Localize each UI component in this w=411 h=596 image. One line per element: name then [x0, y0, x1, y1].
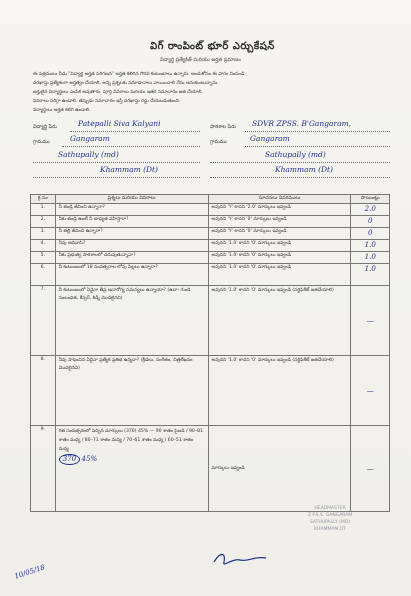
table-row [31, 426, 390, 512]
stamp-line: SATHUPALLY (MD) [309, 520, 351, 525]
intro-line: ఈ పత్రములు నీడు "విద్యార్థి అర్హత పరిగణన" అర్హత కలిగిన గౌరవ కుటుంబాలు ఉన్నారు. అందుకోసం ఈ ఫారం నింపండి. [33, 72, 246, 77]
table-row [31, 216, 390, 228]
village-label: గ్రామము [33, 139, 50, 145]
mandal2-value: Sathupally (md) [265, 150, 326, 159]
row-score: — [351, 426, 390, 512]
row-hint: అవునని '1.0' కాదని '0' మార్కులు ఇవ్వండి (సర్టిఫికేట్ జతచేయాలి) [208, 356, 351, 426]
school-name-value: SDVR ZPSS. B'Gangaram, [252, 119, 352, 128]
row-hint: అవునని '1.0' కాదని '0' మార్కులు ఇవ్వండి [208, 252, 351, 264]
assessment-table [30, 194, 390, 512]
marks-total: 370 [59, 454, 80, 465]
page-subtitle: విద్యార్థి ప్రత్యేకిత్ మరియు అర్హత ప్రమాణం [160, 57, 241, 63]
col-header: పాయింట్లు [351, 195, 390, 204]
row-number: 3. [31, 228, 56, 240]
row-score: 0 [351, 228, 390, 240]
row-question [55, 426, 208, 512]
stamp-line: KHAMMAM DT [314, 527, 346, 532]
marks-percent: 45% [81, 455, 98, 463]
col-header: క్ర.సం [31, 195, 56, 204]
row-question: నీకు తండ్రి ఉంటే నీ బాధ్యత వహిస్తారా? [55, 216, 208, 228]
col-header: సూచనలు వివరములు [208, 195, 351, 204]
row-hint: అవునని '1.0' కాదని '0' మార్కులు ఇవ్వండి [208, 240, 351, 252]
page-title: విగ్ రాంపింట్ భూర్ ఎర్చుకేషన్ [150, 41, 275, 52]
table-row [31, 228, 390, 240]
row-number: 6. [31, 264, 56, 286]
table-row [31, 286, 390, 356]
intro-line: దరఖాస్తు ప్రత్యేకంగా అర్హత్వం చేయాలి, అన్ని ప్రశ్నలకు సమాధానాలు వాయించాలి నేను అనుకుంటున్నాను. [33, 81, 219, 86]
row-score: — [351, 286, 390, 356]
table-row [31, 240, 390, 252]
row-hint: అవునని 'Y' కాదని '0' మార్కులు ఇవ్వండి [208, 228, 351, 240]
village-value: Gangaram [70, 134, 110, 143]
row-question: నీవు సాధించిన ఏదైనా ప్రత్యేక ప్రతిభ ఉన్నదా? (క్రీడలు, సంగీతం, చిత్రలేఖనం మొదలైనవి) [55, 356, 208, 426]
row-number: 7. [31, 286, 56, 356]
intro-line: అర్హులైన విద్యార్థులు ఎంపిక అవుతారు. పూర్తి వివరాలు మరియు ఇతర సమాచారం జత చేయాలి. [33, 90, 203, 95]
row-number: 5. [31, 252, 56, 264]
row-question: నీ తండ్రి జీవించి ఉన్నారా? [55, 204, 208, 216]
signed-date: 10/05/18 [13, 563, 46, 581]
row-number: 8. [31, 356, 56, 426]
row-score: — [351, 356, 390, 426]
mandal-value: Sathupally (md) [58, 150, 119, 159]
village2-label: గ్రామము [210, 139, 227, 145]
row-question: నీ తల్లి జీవించి ఉన్నారా? [55, 228, 208, 240]
row-hint: అవునని '1.0' కాదని '0' మార్కులు ఇవ్వండి [208, 264, 351, 286]
row-question: నీవు ఆదివాసి? [55, 240, 208, 252]
table-row [31, 264, 390, 286]
intro-line: వివరాలు సరిగ్గా ఉండాలి. తప్పుడు సమాచారం ఇస్తే దరఖాస్తు రద్దు చేయబడుతుంది. [33, 99, 181, 104]
row-number: 4. [31, 240, 56, 252]
district2-value: Khammam (Dt) [275, 165, 333, 174]
school-stamp [270, 505, 390, 553]
row-hint: అవునని 'Y' కాదని '2.0' మార్కులు ఇవ్వండి [208, 204, 351, 216]
row-hint: మార్కులు ఇవ్వండి [208, 426, 351, 512]
district-value: Khammam (Dt) [100, 165, 158, 174]
row-question-text: గత సంవత్సరంలో వచ్చిన మార్కులు (370) 45% — 90 శాతం పైబడి / 90–81 శాతం మధ్య / 80–71 శాతం మధ్య / 70–61 శాతం మధ్య / 60–51 శాతం మధ్య [58, 429, 203, 452]
student-name-label: విద్యార్థి పేరు [33, 124, 57, 130]
row-score: 0 [351, 216, 390, 228]
row-number: 2. [31, 216, 56, 228]
row-question: నీ కుటుంబంలో ఏవైనా తీవ్ర అనారోగ్య సమస్యలు ఉన్నాయా? (ఉదా: గుండె సంబంధిత, కేన్సర్, కిడ్నీ మొదలైనవి) [55, 286, 208, 356]
table-row [31, 252, 390, 264]
student-name-value: Patepalli Siva Kalyani [78, 119, 161, 128]
signature [210, 548, 270, 570]
school-name-label: పాఠశాల పేరు [210, 124, 236, 130]
row-score: 1.0 [351, 240, 390, 252]
row-hint: అవునని '1.0' కాదని '0' మార్కులు ఇవ్వండి (సర్టిఫికేట్ జతచేయాలి) [208, 286, 351, 356]
stamp-line: HEADMASTER [314, 506, 346, 511]
stamp-line: Z.P.S.S. GANGARAM [307, 513, 353, 518]
table-header-row [31, 195, 390, 204]
row-question: నీకు ప్రభుత్వ పాఠశాలలో చదువుతున్నావా? [55, 252, 208, 264]
row-score: 1.0 [351, 252, 390, 264]
village2-value: Gangaram [250, 134, 290, 143]
table-row [31, 204, 390, 216]
col-header: ప్రశ్నలు మరియు వివరాలు [55, 195, 208, 204]
row-question: నీ కుటుంబంలో 18 సంవత్సరాల లోపు పిల్లలు ఉన్నారా? [55, 264, 208, 286]
row-number: 9. [31, 426, 56, 512]
intro-line: విద్యార్థులు అర్హత కలిగి ఉండాలి. [33, 108, 91, 113]
row-score: 1.0 [351, 264, 390, 286]
row-hint: అవునని 'Y' కాదని '0' మార్కులు ఇవ్వండి [208, 216, 351, 228]
table-row [31, 356, 390, 426]
row-score: 2.0 [351, 204, 390, 216]
row-number: 1. [31, 204, 56, 216]
